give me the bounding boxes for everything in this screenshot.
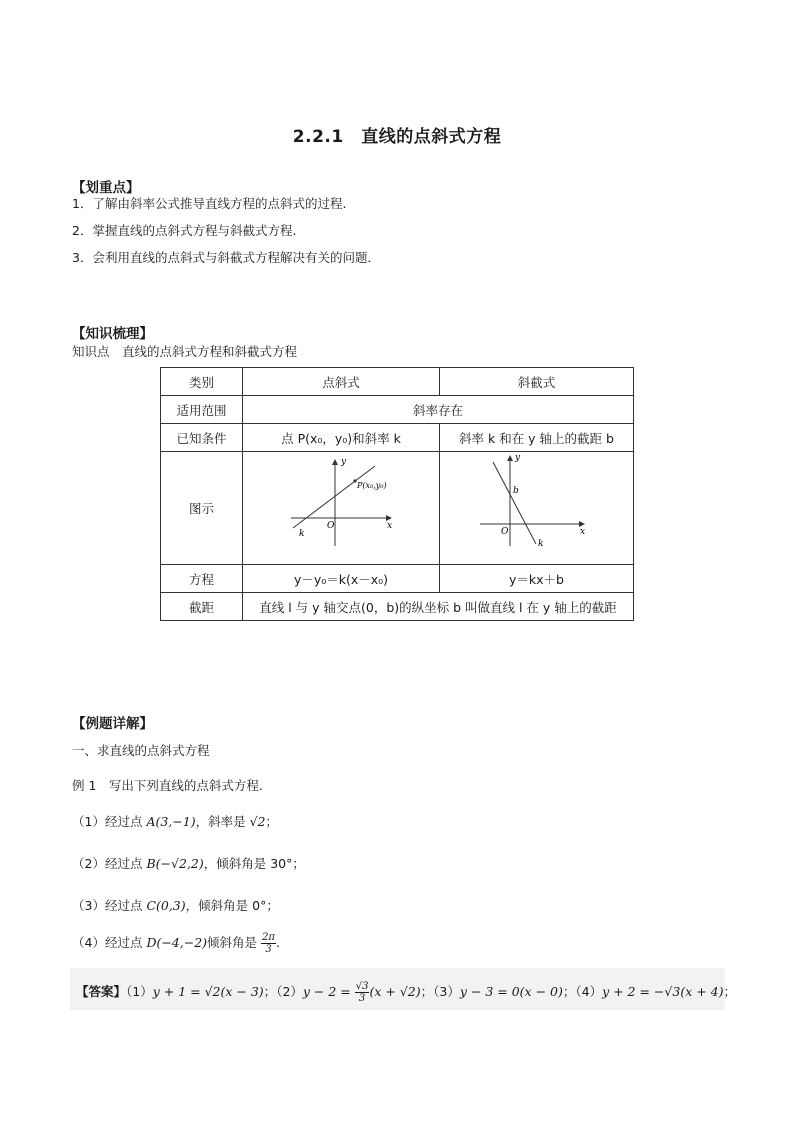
example-item-3 — [72, 896, 279, 914]
item-text: 经过点 — [104, 898, 147, 913]
item-point: B(−√2,2) — [146, 856, 204, 871]
origin-label: O — [327, 521, 335, 531]
examples-subheading: 一、求直线的点斜式方程 — [72, 743, 210, 758]
answer-3: y − 3 = 0(x − 0) — [459, 984, 563, 999]
condition-slope-intercept: 斜率 k 和在 y 轴上的截距 b — [440, 424, 634, 452]
table-row — [161, 593, 634, 621]
example-item-4 — [72, 932, 280, 955]
scope-value: 斜率存在 — [243, 396, 634, 424]
item-text: 经过点 — [104, 814, 147, 829]
item-fraction — [261, 932, 276, 955]
table-row — [161, 452, 634, 565]
example-1-title: 例 1 写出下列直线的点斜式方程. — [72, 778, 263, 793]
examples-heading: 【例题详解】 — [72, 716, 153, 732]
answer-separator: ； — [562, 984, 576, 999]
table-row — [161, 565, 634, 593]
table-row — [161, 396, 634, 424]
item-end: ； — [265, 814, 278, 829]
y-axis-label: y — [515, 453, 521, 463]
key-point-2: 2．掌握直线的点斜式方程与斜截式方程. — [72, 223, 297, 238]
key-point-1: 1．了解由斜率公式推导直线方程的点斜式的过程. — [72, 196, 347, 211]
equation-slope-intercept: y＝kx＋b — [440, 565, 634, 593]
item-text: ，斜率是 — [195, 814, 250, 829]
origin-label: O — [501, 527, 509, 537]
answer-number: （2） — [276, 984, 303, 999]
table-header-slope-intercept: 斜截式 — [440, 368, 634, 396]
answer-number: （1） — [126, 984, 153, 999]
knowledge-point: 知识点 直线的点斜式方程和斜截式方程 — [72, 344, 298, 359]
item-value: √2 — [249, 814, 266, 829]
intercept-label: 截距 — [161, 593, 243, 621]
item-value: 0° — [252, 898, 267, 913]
item-text: ，倾斜角是 — [185, 898, 253, 913]
item-number: （3） — [72, 898, 105, 913]
point-p-label: P(x₀,y₀) — [357, 481, 387, 490]
answer-separator: ； — [420, 984, 434, 999]
key-point-3: 3．会利用直线的点斜式与斜截式方程解决有关的问题． — [72, 250, 380, 265]
answer-label: 【答案】 — [76, 984, 127, 999]
item-point: A(3,−1) — [146, 814, 196, 829]
answer-1: y + 1 = √2(x − 3) — [152, 984, 264, 999]
line-k — [293, 466, 375, 528]
point-slope-graph — [243, 452, 439, 564]
fraction-numerator: 2π — [262, 932, 275, 943]
equation-point-slope: y－y₀＝k(x－x₀) — [243, 565, 440, 593]
answer-number: （4） — [575, 984, 603, 999]
answer-2-rhs: (x + √2) — [369, 984, 421, 999]
x-axis-label: x — [580, 527, 586, 537]
answer-line — [76, 981, 736, 1004]
item-text: 倾斜角是 — [207, 935, 262, 950]
fraction-denominator: 3 — [358, 993, 366, 1004]
figure-label: 图示 — [161, 452, 243, 565]
item-end: ； — [266, 898, 279, 913]
fraction-denominator: 3 — [265, 944, 272, 955]
answer-number: （3） — [433, 984, 460, 999]
page-title: 2.2.1 直线的点斜式方程 — [292, 127, 502, 147]
answer-4: y + 2 = −√3(x + 4) — [602, 984, 724, 999]
condition-point-slope: 点 P(x₀，y₀)和斜率 k — [243, 424, 440, 452]
table-row — [161, 424, 634, 452]
figure-slope-intercept — [440, 452, 634, 565]
answer-2-lhs: y − 2 = — [302, 984, 355, 999]
table-row — [161, 368, 634, 396]
item-number: （2） — [72, 856, 105, 871]
item-end: ； — [292, 856, 305, 871]
line-k — [493, 462, 536, 544]
scope-label: 适用范围 — [161, 396, 243, 424]
item-number: （1） — [72, 814, 105, 829]
condition-label: 已知条件 — [161, 424, 243, 452]
x-axis-label: x — [387, 521, 393, 531]
intercept-label: b — [513, 486, 519, 496]
intercept-definition: 直线 l 与 y 轴交点(0，b)的纵坐标 b 叫做直线 l 在 y 轴上的截距 — [243, 593, 634, 621]
knowledge-table — [160, 367, 634, 621]
equation-label: 方程 — [161, 565, 243, 593]
figure-point-slope — [243, 452, 440, 565]
fraction-numerator: √3 — [355, 981, 369, 992]
answer-2-fraction — [355, 981, 370, 1004]
item-number: （4） — [72, 935, 105, 950]
answer-separator: ； — [723, 984, 737, 999]
item-text: 经过点 — [104, 935, 147, 950]
key-points-heading: 【划重点】 — [72, 180, 140, 196]
item-point: C(0,3) — [146, 898, 186, 913]
knowledge-heading: 【知识梳理】 — [72, 326, 153, 342]
table-header-category: 类别 — [161, 368, 243, 396]
item-end: . — [275, 935, 280, 950]
slope-label: k — [299, 529, 305, 539]
example-item-1 — [72, 812, 278, 830]
item-value: 30° — [270, 856, 293, 871]
slope-intercept-graph — [440, 452, 633, 564]
example-item-2 — [72, 854, 305, 872]
answer-separator: ； — [263, 984, 277, 999]
slope-label: k — [538, 539, 544, 549]
table-header-point-slope: 点斜式 — [243, 368, 440, 396]
y-axis-label: y — [341, 457, 347, 467]
item-text: 经过点 — [104, 856, 147, 871]
item-text: ，倾斜角是 — [203, 856, 271, 871]
item-point: D(−4,−2) — [146, 935, 208, 950]
